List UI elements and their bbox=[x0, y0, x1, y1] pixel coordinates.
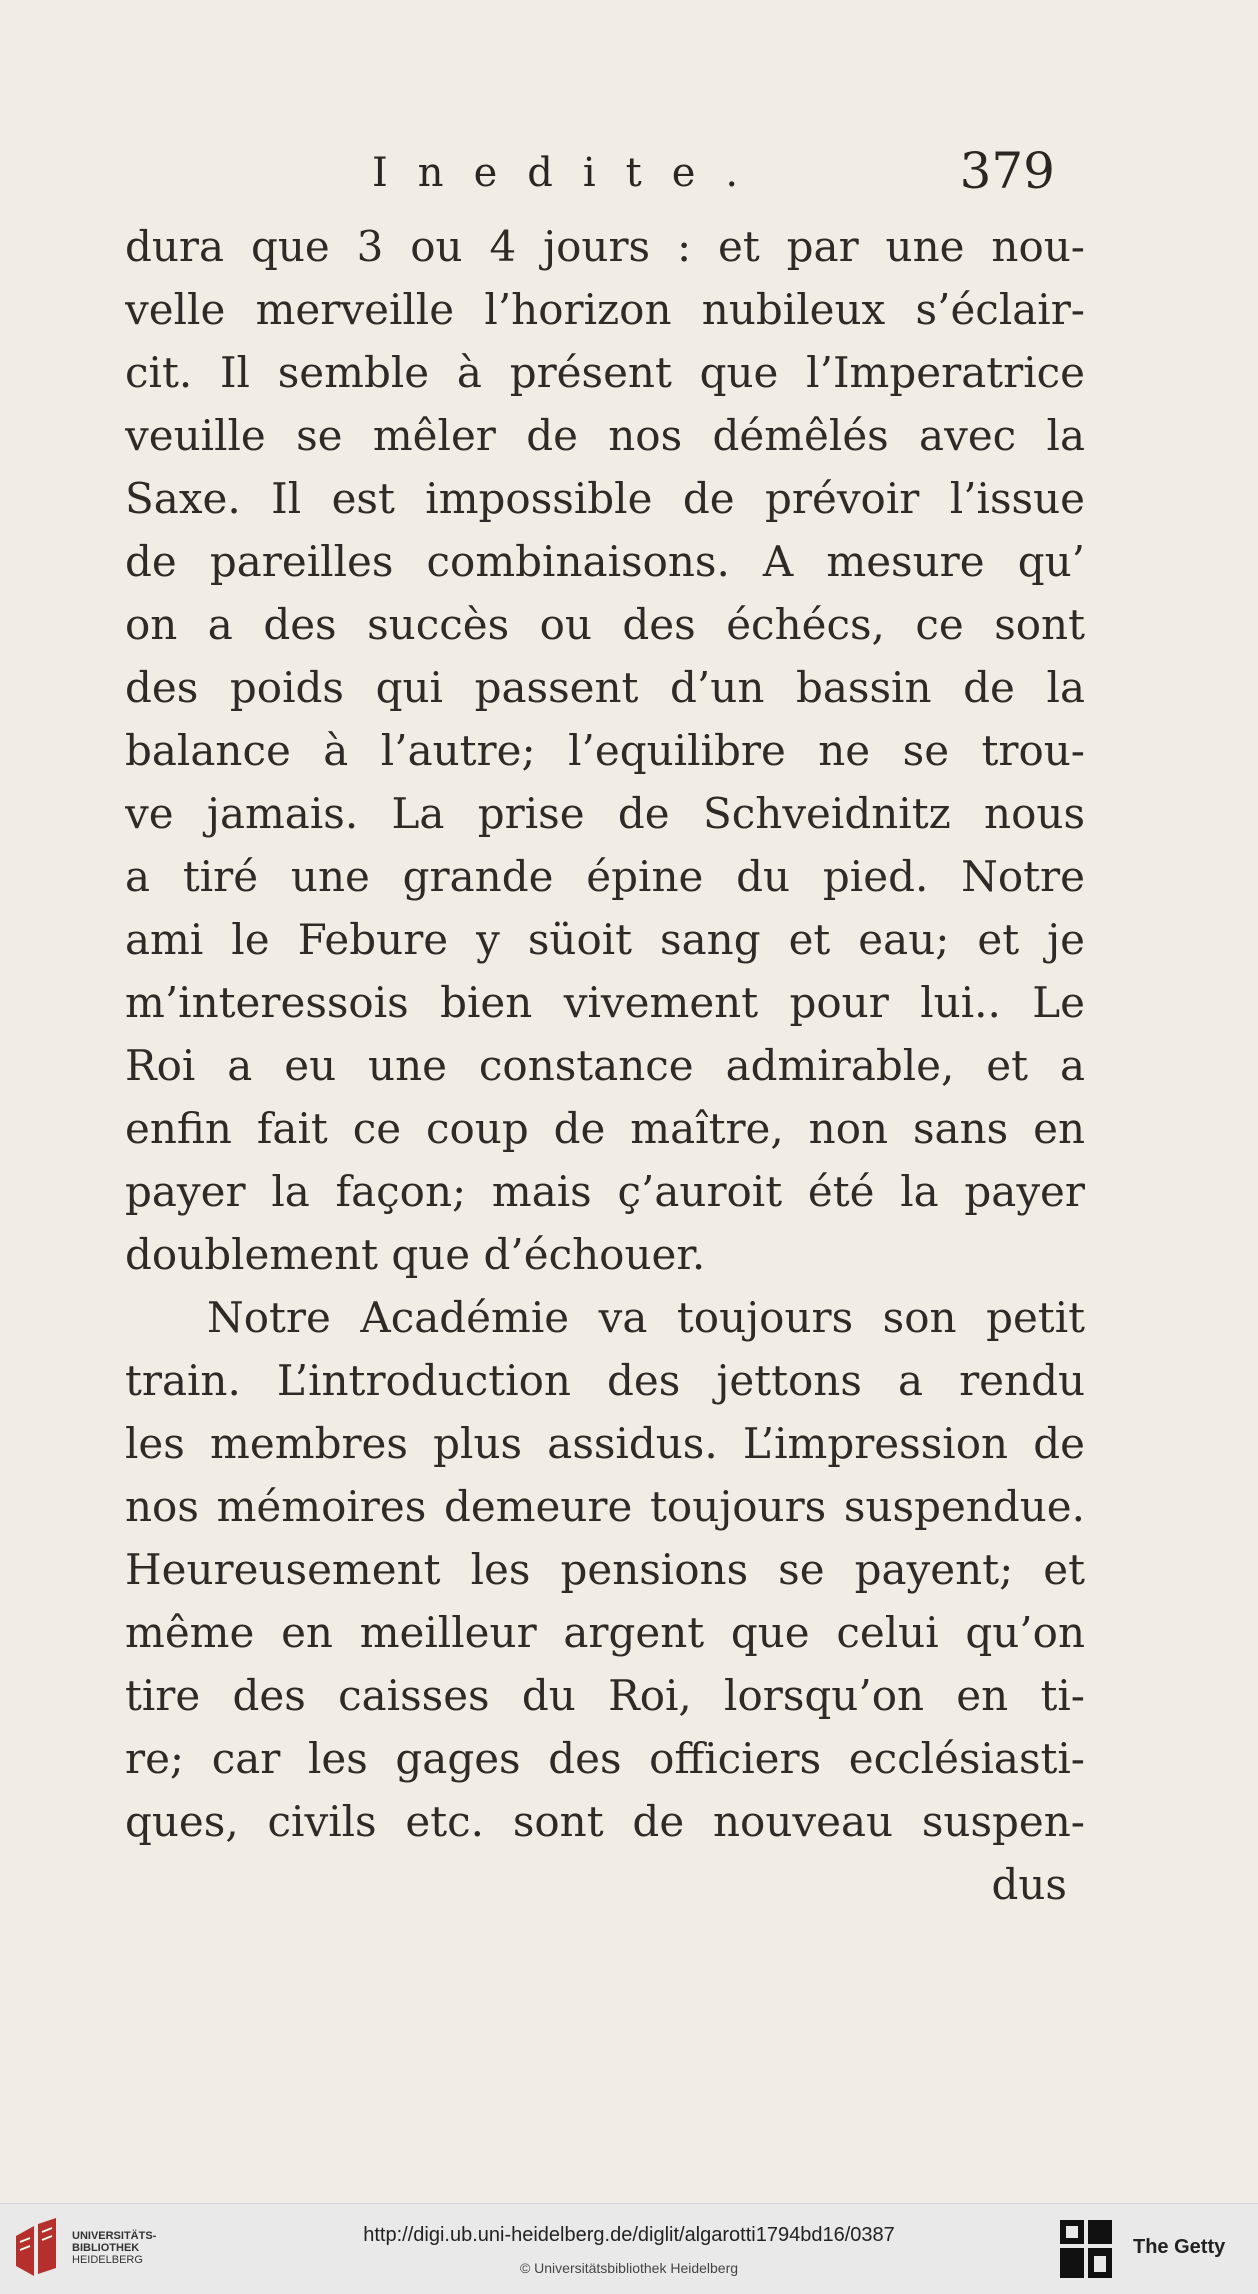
text-line: balance à l’autre; l’equilibre ne se trou- bbox=[125, 726, 1085, 775]
text-line: nos mémoires demeure toujours suspendue. bbox=[125, 1482, 1085, 1531]
text-line: enfin fait ce coup de maître, non sans en bbox=[125, 1104, 1085, 1153]
text-line: train. L’introduction des jettons a rendu bbox=[125, 1356, 1085, 1405]
library-name-line: BIBLIOTHEK bbox=[72, 2242, 140, 2254]
text-line: cit. Il semble à présent que l’Imperatrice bbox=[125, 348, 1085, 397]
text-line: ami le Febure y süoit sang et eau; et je bbox=[125, 915, 1085, 964]
running-head bbox=[130, 142, 1070, 210]
viewer-footer bbox=[0, 2203, 1258, 2294]
text-line: de pareilles combinaisons. A mesure qu’ bbox=[125, 537, 1085, 586]
page-number: 379 bbox=[959, 142, 1055, 200]
text-line: on a des succès ou des échécs, ce sont bbox=[125, 600, 1085, 649]
text-line: re; car les gages des officiers ecclésiasti- bbox=[125, 1734, 1085, 1783]
text-line: veuille se mêler de nos démêlés avec la bbox=[125, 411, 1085, 460]
text-line: Notre Académie va toujours son petit bbox=[207, 1293, 1085, 1342]
text-line: les membres plus assidus. L’impression de bbox=[125, 1419, 1085, 1468]
text-line: a tiré une grande épine du pied. Notre bbox=[125, 852, 1085, 901]
text-line: doublement que d’échouer. bbox=[125, 1230, 706, 1279]
copyright-notice: © Universitätsbibliothek Heidelberg bbox=[519, 2260, 739, 2276]
text-line: Roi a eu une constance admirable, et a bbox=[125, 1041, 1085, 1090]
text-line: dura que 3 ou 4 jours : et par une nou- bbox=[125, 222, 1085, 271]
text-line: Heureusement les pensions se payent; et bbox=[125, 1545, 1085, 1594]
text-line: même en meilleur argent que celui qu’on bbox=[125, 1608, 1085, 1657]
text-line: tire des caisses du Roi, lorsqu’on en ti- bbox=[125, 1671, 1085, 1720]
text-line: Saxe. Il est impossible de prévoir l’issue bbox=[125, 474, 1085, 523]
text-line: ques, civils etc. sont de nouveau suspen- bbox=[125, 1797, 1085, 1846]
text-line: payer la façon; mais ç’auroit été la payer bbox=[125, 1167, 1085, 1216]
catchword: dus bbox=[991, 1860, 1067, 1909]
partner-name: The Getty bbox=[1133, 2236, 1226, 2258]
library-name-line: UNIVERSITÄTS- bbox=[72, 2230, 157, 2242]
text-line: velle merveille l’horizon nubileux s’éclair- bbox=[125, 285, 1085, 334]
text-line: ve jamais. La prise de Schveidnitz nous bbox=[125, 789, 1085, 838]
running-title: Inedite. bbox=[372, 150, 769, 196]
getty-logo-icon bbox=[1058, 2216, 1114, 2286]
text-line: m’interessois bien vivement pour lui.. Le bbox=[125, 978, 1085, 1027]
text-line: des poids qui passent d’un bassin de la bbox=[125, 663, 1085, 712]
library-name-line: HEIDELBERG bbox=[72, 2254, 143, 2266]
body-text bbox=[125, 215, 1085, 1916]
permalink-url[interactable]: http://digi.ub.uni-heidelberg.de/diglit/algarotti1794bd16/0387 bbox=[363, 2224, 895, 2246]
